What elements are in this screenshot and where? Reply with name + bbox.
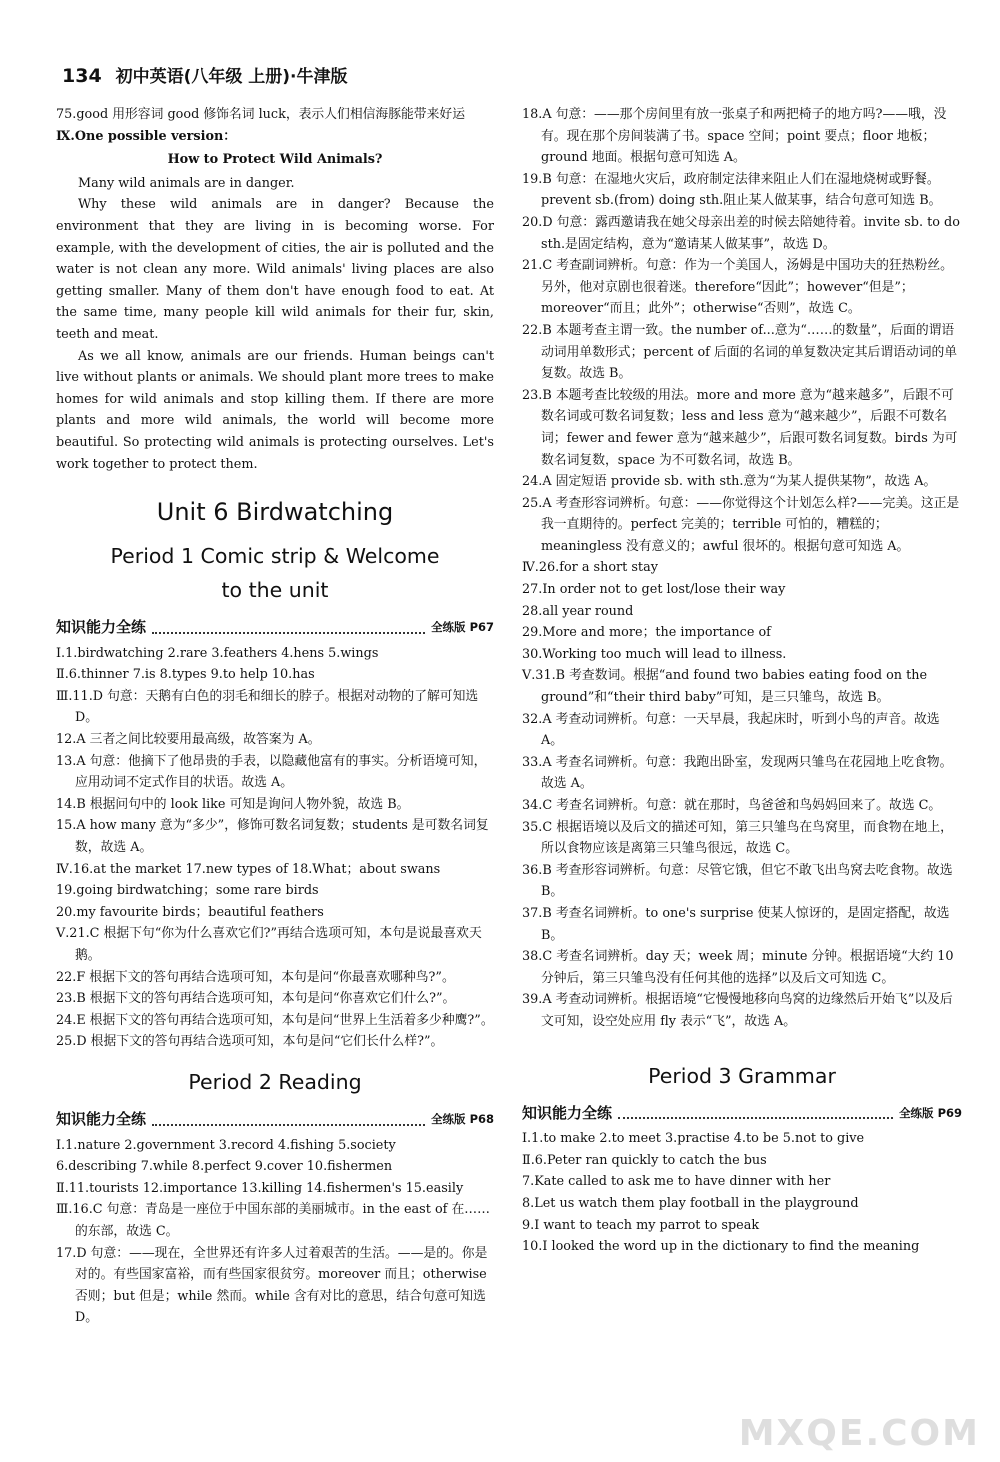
page-ref: 全练版 P68 bbox=[431, 1111, 494, 1126]
period-title: Period 3 Grammar bbox=[648, 1063, 836, 1088]
answer-item: Ⅳ.26.for a short stay bbox=[522, 560, 658, 576]
book-title: 初中英语(八年级 上册)·牛津版 bbox=[115, 67, 348, 87]
answer-item: 25.D 根据下文的答句再结合选项可知，本句是问“它们长什么样?”。 bbox=[56, 1034, 444, 1050]
page-header bbox=[62, 62, 348, 87]
watermark: MXQE.COM bbox=[738, 1413, 980, 1454]
answer-item: 19.going birdwatching；some rare birds bbox=[56, 883, 319, 899]
answer-item: 19.B 句意：在湿地火灾后，政府制定法律来阻止人们在湿地烧树或野餐。prevent sb.(from) doing sth.阻止某人做某事，结合句意可知选 B。 bbox=[522, 171, 942, 209]
answer-list bbox=[56, 643, 494, 1053]
period-title: Period 2 Reading bbox=[188, 1069, 362, 1094]
answer-item: Ⅴ.21.C 根据下句“你为什么喜欢它们?”再结合选项可知，本句是说最喜欢天鹅。 bbox=[56, 926, 482, 963]
period-title: Period 1 Comic strip & Welcome bbox=[110, 544, 440, 569]
essay-paragraph: As we all know, animals are our friends. Human beings can't live without plants or animals. We should plant more trees to make homes for wild animals and stop killing them. If there are more plants and more wild animals, the world will become more beautiful. So protecting wild animals is protecting ourselves. Let's work together to protect them. bbox=[56, 348, 494, 472]
answer-item: 23.B 根据下文的答句再结合选项可知，本句是问“你喜欢它们什么?”。 bbox=[56, 991, 456, 1007]
answer-item: 6.describing 7.while 8.perfect 9.cover 10.fishermen bbox=[56, 1159, 393, 1175]
section-label: 知识能力全练 bbox=[56, 618, 147, 637]
answer-item: 17.D 句意：——现在，全世界还有许多人过着艰苦的生活。——是的。你是对的。有些国家富裕，而有些国家很贫穷。moreover 而且；otherwise 否则；but 但是；while 然而。while 含有对比的意思，结合句意可知选 D。 bbox=[56, 1245, 488, 1326]
answer-item: 39.A 考查动词辨析。根据语境“它慢慢地移向鸟窝的边缘然后开始飞”以及后文可知，设空处应用 fly 表示“飞”，故选 A。 bbox=[522, 992, 953, 1029]
answer-item: 24.A 固定短语 provide sb. with sth.意为“为某人提供某物”，故选 A。 bbox=[522, 474, 937, 490]
answer-item: 14.B 根据问句中的 look like 可知是询问人物外貌，故选 B。 bbox=[56, 796, 410, 812]
answer-item: 30.Working too much will lead to illness. bbox=[522, 646, 787, 662]
essay-title: How to Protect Wild Animals? bbox=[167, 152, 383, 168]
right-column bbox=[522, 104, 962, 1258]
essay-paragraph: Many wild animals are in danger. bbox=[78, 175, 295, 191]
answer-item: 34.C 考查名词辨析。句意：就在那时，鸟爸爸和鸟妈妈回来了。故选 C。 bbox=[522, 798, 942, 813]
page-number: 134 bbox=[62, 65, 102, 87]
answer-item: 37.B 考查名词辨析。to one's surprise 使某人惊讶的，是固定搭配，故选 B。 bbox=[522, 905, 950, 943]
answer-item: 21.C 考查副词辨析。句意：作为一个美国人，汤姆是中国功夫的狂热粉丝。另外，他对京剧也很着迷。therefore“因此”；however“但是”；moreover“而且；此外”；otherwise“否则”，故选 C。 bbox=[522, 258, 953, 317]
answer-item: 29.More and more；the importance of bbox=[522, 625, 771, 641]
answer-item: 33.A 考查名词辨析。句意：我跑出卧室，发现两只雏鸟在花园地上吃食物。故选 A。 bbox=[522, 754, 953, 792]
answer-item: 36.B 考查形容词辨析。句意：尽管它饿，但它不敢飞出鸟窝去吃食物。故选 B。 bbox=[522, 862, 953, 900]
section-header bbox=[522, 1103, 962, 1125]
answer-item: Ⅱ.11.tourists 12.importance 13.killing 14.fishermen's 15.easily bbox=[56, 1180, 464, 1196]
answer-item: 35.C 根据语境以及后文的描述可知，第三只雏鸟在鸟窝里，而食物在地上，所以食物应该是离第三只雏鸟很远，故选 C。 bbox=[522, 819, 953, 857]
essay-paragraph: Why these wild animals are in danger? Because the environment that they are living in is becoming worse. For example, with the development of cities, the air is polluted and the water is not clean any more. Wild animals' living places are also getting smaller. Many of them don't have enough food to eat. At the same time, many people kill wild animals for their fur, skin, teeth and meat. bbox=[56, 197, 494, 342]
answer-item: 20.D 句意：露西邀请我在她父母亲出差的时候去陪她待着。invite sb. to do sth.是固定结构，意为“邀请某人做某事”，故选 D。 bbox=[522, 214, 960, 252]
essay-body bbox=[56, 173, 494, 475]
answer-item: Ⅰ.1.birdwatching 2.rare 3.feathers 4.hens 5.wings bbox=[56, 645, 379, 661]
answer-item: Ⅰ.1.to make 2.to meet 3.practise 4.to be 5.not to give bbox=[522, 1131, 865, 1147]
answer-item: 12.A 三者之间比较要用最高级，故答案为 A。 bbox=[56, 732, 321, 748]
section-header bbox=[56, 1109, 494, 1131]
answer-item: 7.Kate called to ask me to have dinner with her bbox=[522, 1174, 831, 1190]
period-title-cont: to the unit bbox=[221, 578, 329, 603]
answer-item: 22.F 根据下文的答句再结合选项可知，本句是问“你最喜欢哪种鸟?”。 bbox=[56, 969, 455, 985]
answer-item: 32.A 考查动词辨析。句意：一天早晨，我起床时，听到小鸟的声音。故选 A。 bbox=[522, 711, 940, 749]
dotted-leader bbox=[618, 1117, 893, 1119]
answer-list bbox=[56, 1135, 494, 1329]
answer-item: Ⅲ.11.D 句意：天鹅有白色的羽毛和细长的脖子。根据对动物的了解可知选 D。 bbox=[56, 688, 479, 726]
answer-item: Ⅰ.1.nature 2.government 3.record 4.fishing 5.society bbox=[56, 1137, 396, 1153]
dotted-leader bbox=[152, 632, 425, 634]
section-label: Ⅸ.One possible version： bbox=[56, 128, 237, 144]
answer-item: 23.B 本题考查比较级的用法。more and more 意为“越来越多”，后跟不可数名词或可数名词复数；less and less 意为“越来越少”，后跟不可数名词；fewer and fewer 意为“越来越少”，后跟可数名词复数。birds 为可数名词复数，space 为不可数名词，故选 B。 bbox=[522, 387, 958, 468]
section-label: 知识能力全练 bbox=[522, 1103, 613, 1122]
section-header bbox=[56, 617, 494, 639]
answer-item: 27.In order not to get lost/lose their way bbox=[522, 582, 786, 598]
answer-item: Ⅱ.6.thinner 7.is 8.types 9.to help 10.has bbox=[56, 667, 315, 683]
answer-item: 25.A 考查形容词辨析。句意：——你觉得这个计划怎么样?——完美。这正是我一直期待的。perfect 完美的；terrible 可怕的，糟糕的；meaningless 没有意义的；awful 很坏的。根据句意可知选 A。 bbox=[522, 495, 960, 554]
answer-item: 9.I want to teach my parrot to speak bbox=[522, 1217, 760, 1233]
section-label: 知识能力全练 bbox=[56, 1109, 147, 1128]
page-ref: 全练版 P69 bbox=[899, 1105, 962, 1120]
answer-item: 22.B 本题考查主谓一致。the number of...意为“……的数量”，后面的谓语动词用单数形式；percent of 后面的名词的单复数决定其后谓语动词的单复数。故选 B。 bbox=[522, 322, 958, 382]
answer-list bbox=[522, 1128, 962, 1258]
unit-title: Unit 6 Birdwatching bbox=[156, 498, 394, 527]
answer-item: Ⅱ.6.Peter ran quickly to catch the bus bbox=[522, 1152, 767, 1168]
answer-item: Ⅲ.16.C 句意：青岛是一座位于中国东部的美丽城市。in the east of 在……的东部，故选 C。 bbox=[56, 1202, 490, 1239]
answer-list bbox=[522, 104, 962, 1033]
answer-item: Ⅴ.31.B 考查数词。根据“and found two babies eating food on the ground”和“their third baby”可知，是三只雏鸟，故选 B。 bbox=[522, 668, 928, 706]
answer-item: Ⅳ.16.at the market 17.new types of 18.What；about swans bbox=[56, 861, 441, 877]
answer-item: 10.I looked the word up in the dictionary to find the meaning bbox=[522, 1239, 920, 1255]
page-ref: 全练版 P67 bbox=[431, 620, 494, 635]
answer-item: 15.A how many 意为“多少”，修饰可数名词复数；students 是可数名词复数，故选 A。 bbox=[56, 818, 489, 856]
answer-item: 75.good 用形容词 good 修饰名词 luck，表示人们相信海豚能带来好运 bbox=[56, 107, 465, 122]
answer-item: 28.all year round bbox=[522, 603, 634, 619]
left-column bbox=[56, 104, 494, 1329]
dotted-leader bbox=[152, 1124, 425, 1126]
answer-item: 24.E 根据下文的答句再结合选项可知，本句是问“世界上生活着多少种鹰?”。 bbox=[56, 1012, 494, 1028]
answer-item: 38.C 考查名词辨析。day 天；week 周；minute 分钟。根据语境“大约 10 分钟后，第三只雏鸟没有任何其他的选择”以及后文可知选 C。 bbox=[522, 949, 954, 986]
answer-item: 20.my favourite birds；beautiful feathers bbox=[56, 904, 324, 920]
answer-item: 13.A 句意：他摘下了他昂贵的手表，以隐藏他富有的事实。分析语境可知，应用动词不定式作目的状语。故选 A。 bbox=[56, 753, 487, 791]
answer-item: 8.Let us watch them play football in the playground bbox=[522, 1195, 859, 1211]
answer-item: 18.A 句意：——那个房间里有放一张桌子和两把椅子的地方吗?——哦，没有。现在那个房间装满了书。space 空间；point 要点；floor 地板；ground 地面。根据句意可知选 A。 bbox=[522, 107, 947, 166]
